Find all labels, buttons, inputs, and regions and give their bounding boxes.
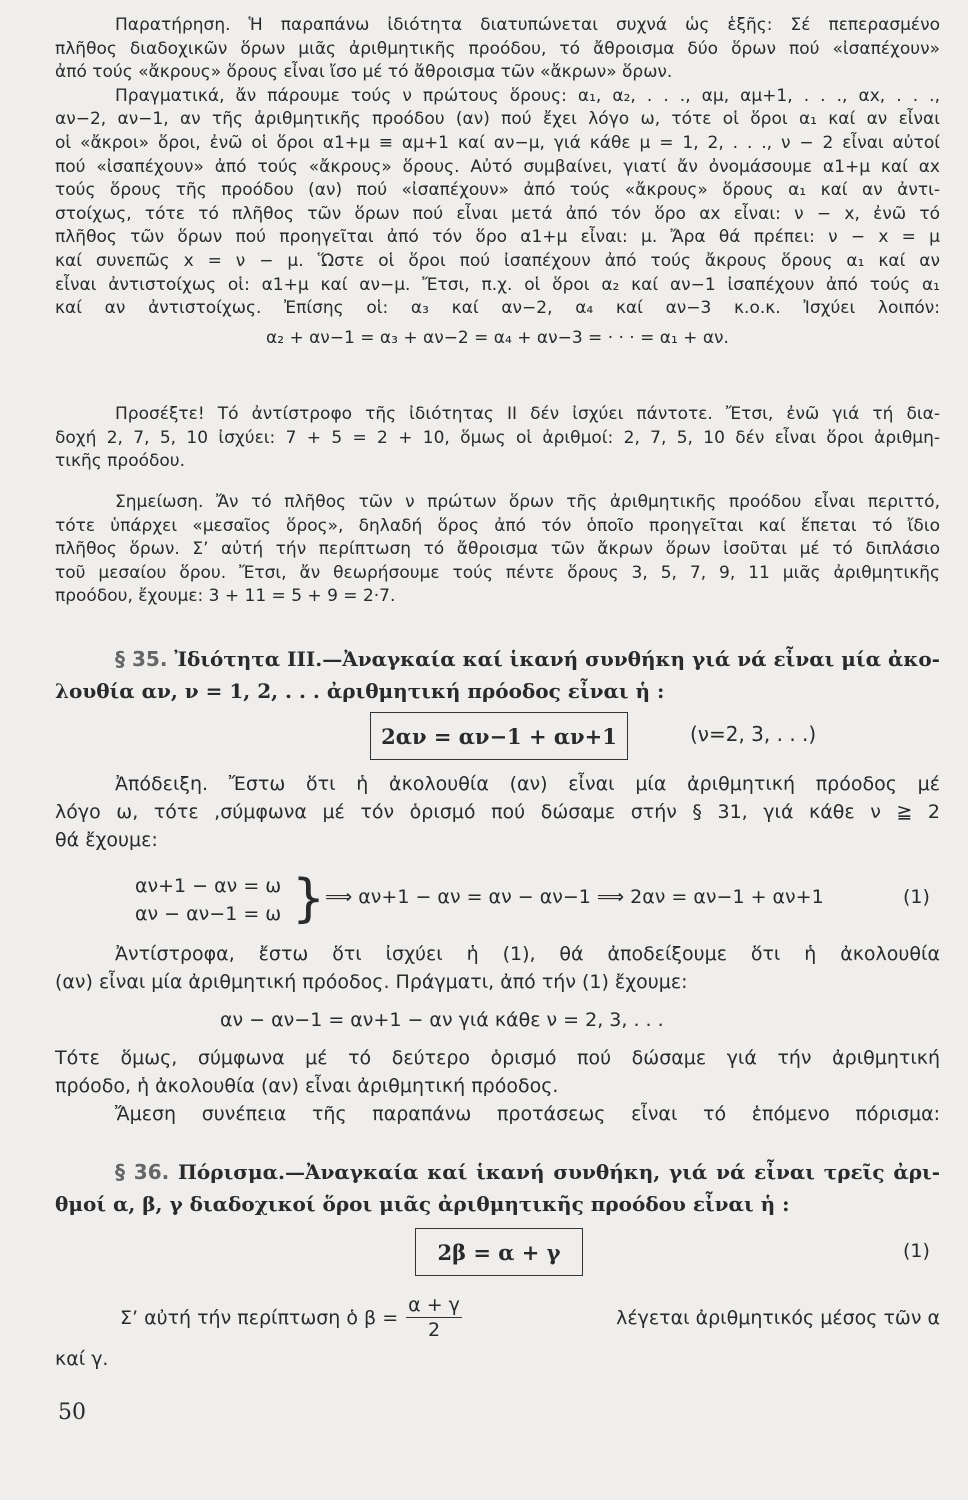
note-line: πλῆθος ὅρων. Σ’ αὐτή τήν περίπτωση τό ἄθροισμα τῶν ἄκρων ὅρων ἰσοῦται μέ τό διπλάσιο bbox=[55, 539, 940, 560]
remark-formula: α₂ + αν−1 = α₃ + αν−2 = α₄ + αν−3 = · · · = α₁ + αν. bbox=[266, 327, 729, 348]
remark-line: πού «ἰσαπέχουν» ἀπό τούς «ἄκρους» ὅρους. Αὐτό συμβαίνει, γιατί ἄν ὀνομάσουμε α1+μ καί αx bbox=[55, 156, 940, 177]
formula-35-range: (ν=2, 3, . . .) bbox=[690, 722, 817, 746]
section-35-title-line2: λουθία αν, ν = 1, 2, . . . ἀριθμητική πρόοδος εἶναι ἡ : bbox=[55, 679, 665, 703]
section-35-title: Ἰδιότητα III.—Ἀναγκαία καί ἱκανή συνθήκη γιά νά εἶναι μία ἀκο- bbox=[174, 647, 940, 671]
note-line: τότε ὑπάρχει «μεσαῖος ὅρος», δηλαδή ὅρος ἀπό τόν ὁποῖο προηγεῖται καί ἕπεται τό ἴδιο bbox=[55, 515, 940, 536]
consequence-line: πρόοδο, ἡ ἀκολουθία (αν) εἶναι ἀριθμητική πρόοδος. bbox=[55, 1075, 559, 1097]
mean-fraction bbox=[406, 1293, 462, 1342]
attention-line: δοχή 2, 7, 5, 10 ἰσχύει: 7 + 5 = 2 + 10, ὅμως οἱ ἀριθμοί: 2, 7, 5, 10 δέν εἶναι ὅροι ἀριθμη- bbox=[55, 427, 940, 448]
note-paragraph bbox=[55, 491, 940, 609]
mean-text-before: Σ’ αὐτή τήν περίπτωση ὁ β = bbox=[120, 1306, 399, 1329]
attention-paragraph bbox=[55, 403, 940, 474]
remark-line: ἀπό τούς «ἄκρους» ὅρους εἶναι ἴσο μέ τό ἄθροισμα τῶν «ἄκρων» ὅρων. bbox=[55, 62, 673, 83]
note-line: τοῦ μεσαίου ὅρου. Ἔτσι, ἄν θεωρήσουμε τούς πέντε ὅρους 3, 5, 7, 9, 11 μιᾶς ἀριθμητικῆς bbox=[55, 562, 940, 583]
boxed-formula-35-text: 2αν = αν−1 + αν+1 bbox=[381, 723, 617, 749]
section-36-title: Πόρισμα.—Ἀναγκαία καί ἱκανή συνθήκη, γιά νά εἶναι τρεῖς ἀρι- bbox=[178, 1160, 940, 1184]
attention-line: τικῆς προόδου. bbox=[55, 451, 186, 472]
consequence-line: Τότε ὅμως, σύμφωνα μέ τό δεύτερο ὁρισμό πού δώσαμε γιά τήν ἀριθμητική bbox=[55, 1047, 940, 1069]
remark-line: εἶναι ἀντιστοίχως οἱ: α1+μ καί αν−μ. Ἔτσι, π.χ. οἱ ὅροι α₂ καί αν−1 ἰσαπέχουν ἀπό τούς α₁ bbox=[55, 274, 940, 295]
remark-line: τούς ὅρους τῆς προόδου (αν) πού «ἰσαπέχουν» ἀπό τούς «ἄκρους» ὅρους α₁ καί αν ἀντι- bbox=[55, 180, 940, 201]
section-36-heading bbox=[55, 1156, 940, 1220]
boxed-formula-36-text: 2β = α + γ bbox=[437, 1239, 561, 1265]
fraction-numerator: α + γ bbox=[408, 1294, 460, 1316]
consequence-line: Ἄμεση συνέπεια τῆς παραπάνω προτάσεως εἶναι τό ἑπόμενο πόρισμα: bbox=[115, 1103, 940, 1125]
remark-line: πλῆθος διαδοχικῶν ὅρων μιᾶς ἀριθμητικῆς προόδου, τό ἄθροισμα δύο ὅρων πού «ἰσαπέχουν» bbox=[55, 38, 940, 59]
arithmetic-mean-sentence bbox=[120, 1293, 940, 1342]
right-brace-icon: } bbox=[292, 869, 326, 929]
remark-line: στοίχως, τότε τό πλῆθος τῶν ὅρων πού εἶναι μετά ἀπό τόν ὅρο αx εἶναι: ν − x, ἐνῶ τό bbox=[55, 203, 940, 224]
section-36-number: § 36. bbox=[115, 1160, 170, 1184]
remark-line: Παρατήρηση. Ἡ παραπάνω ἰδιότητα διατυπώνεται συχνά ὡς ἑξῆς: Σέ πεπερασμένο bbox=[115, 15, 940, 35]
remark-line: αν−2, αν−1, αν τῆς ἀριθμητικῆς προόδου (αν) πού ἔχει λόγο ω, τότε οἱ ὅροι α₁ καί αν εἶναι bbox=[55, 109, 940, 130]
equation-label-36: (1) bbox=[903, 1240, 930, 1262]
converse-line: (αν) εἶναι μία ἀριθμητική πρόοδος. Πράγματι, ἀπό τήν (1) ἔχουμε: bbox=[55, 971, 688, 993]
remark-paragraph bbox=[55, 14, 940, 350]
mean-text-after: λέγεται ἀριθμητικός μέσος τῶν α bbox=[616, 1306, 940, 1329]
section-35-number: § 35. bbox=[115, 647, 168, 671]
system-line-1: αν+1 − αν = ω bbox=[135, 875, 282, 897]
fraction-denominator: 2 bbox=[427, 1319, 441, 1341]
proof-line: λόγο ω, τότε ,σύμφωνα μέ τόν ὁρισμό πού δώσαμε στήν § 31, γιά κάθε ν ≧ 2 bbox=[55, 801, 940, 823]
consequence-paragraph bbox=[55, 1044, 940, 1128]
proof-line: θά ἔχουμε: bbox=[55, 829, 158, 851]
boxed-formula-36 bbox=[415, 1228, 583, 1276]
boxed-formula-35 bbox=[370, 712, 628, 760]
proof-paragraph bbox=[55, 770, 940, 854]
note-line: προόδου, ἔχουμε: 3 + 11 = 5 + 9 = 2·7. bbox=[55, 586, 396, 607]
remark-line: καί συνεπῶς x = ν − μ. Ὥστε οἱ ὅροι πού ἰσαπέχουν ἀπό τούς ἄκρους ὅρους α₁ καί αν bbox=[55, 250, 940, 271]
remark-line: πλῆθος τῶν ὅρων πού προηγεῖται ἀπό τόν ὅρο α1+μ εἶναι: μ. Ἄρα θά πρέπει: ν − x = μ bbox=[55, 227, 940, 248]
section-35-heading bbox=[55, 643, 940, 707]
equation-label-1: (1) bbox=[903, 886, 930, 908]
mean-last-line: καί γ. bbox=[55, 1348, 109, 1370]
converse-paragraph bbox=[55, 940, 940, 1034]
converse-line: Ἀντίστροφα, ἔστω ὅτι ἰσχύει ἡ (1), θά ἀποδείξουμε ὅτι ἡ ἀκολουθία bbox=[115, 943, 940, 965]
implication-chain: ⟹ αν+1 − αν = αν − αν−1 ⟹ 2αν = αν−1 + αν+1 bbox=[325, 886, 824, 908]
note-line: Σημείωση. Ἄν τό πλῆθος τῶν ν πρώτων ὅρων τῆς ἀριθμητικῆς προόδου εἶναι περιττό, bbox=[115, 492, 940, 512]
remark-line: οἱ «ἄκροι» ὅροι, ἐνῶ οἱ ὅροι α1+μ ≡ αμ+1 καί αν−μ, γιά κάθε μ = 1, 2, . . ., ν − 2 εἶναι αὐτοί bbox=[55, 132, 940, 153]
proof-line: Ἀπόδειξη. Ἔστω ὅτι ἡ ἀκολουθία (αν) εἶναι μία ἀριθμητική πρόοδος μέ bbox=[115, 773, 940, 795]
system-line-2: αν − αν−1 = ω bbox=[135, 903, 282, 925]
section-36-title-line2: θμοί α, β, γ διαδοχικοί ὅροι μιᾶς ἀριθμητικῆς προόδου εἶναι ἡ : bbox=[55, 1192, 790, 1216]
page-number: 50 bbox=[58, 1400, 86, 1425]
remark-line: Πραγματικά, ἄν πάρουμε τούς ν πρώτους ὅρους: α₁, α₂, . . ., αμ, αμ+1, . . ., αx, . . ., bbox=[115, 85, 940, 106]
converse-formula: αν − αν−1 = αν+1 − αν γιά κάθε ν = 2, 3, . . . bbox=[220, 1009, 664, 1031]
remark-line: καί αν ἀντιστοίχως. Ἐπίσης οἱ: α₃ καί αν−2, α₄ καί αν−3 κ.ο.κ. Ἰσχύει λοιπόν: bbox=[55, 298, 940, 319]
attention-line: Προσέξτε! Τό ἀντίστροφο τῆς ἰδιότητας II δέν ἰσχύει πάντοτε. Ἔτσι, ἐνῶ γιά τή δια- bbox=[115, 404, 940, 424]
equation-system bbox=[135, 872, 281, 928]
